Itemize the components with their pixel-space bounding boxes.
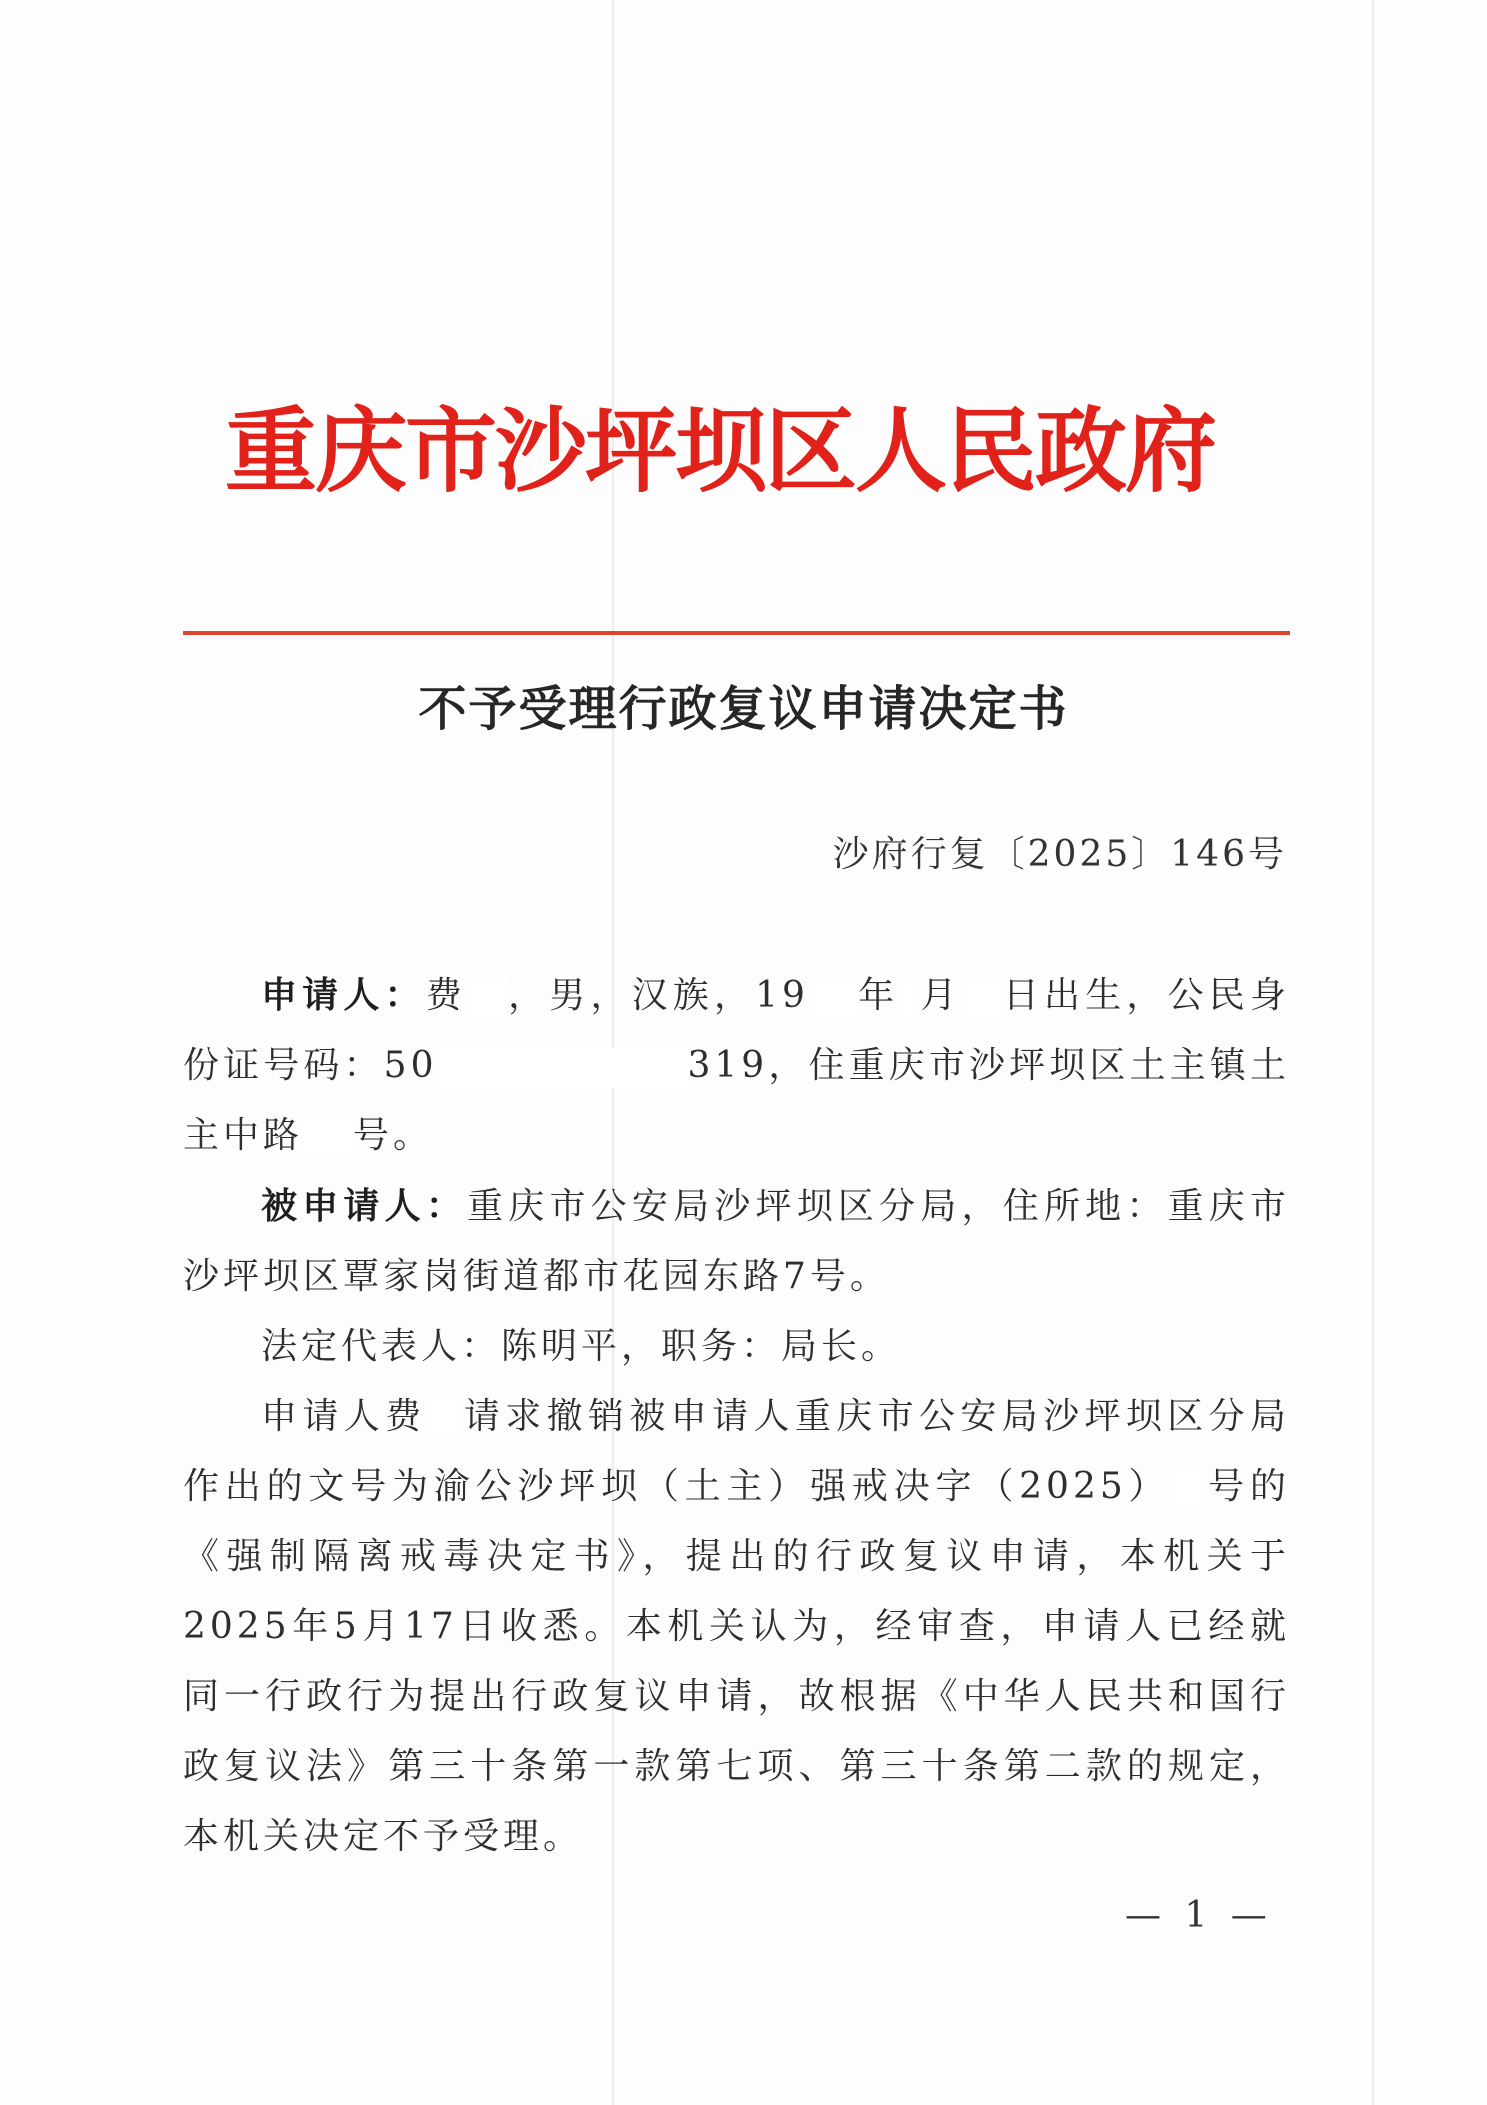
- document-number: 沙府行复〔2025〕146号: [832, 834, 1287, 875]
- decision-paragraph: 申请人费 请求撤销被申请人重庆市公安局沙坪坝区分局作出的文号为渝公沙坪坝（土主）强戒决字（2025） 号的《强制隔离戒毒决定书》，提出的行政复议申请，本机关于2025年5月17日收悉。本机关认为，经审查，申请人已经就同一行政行为提出行政复议申请，故根据《中华人民共和国行政复议法》第三十条第一款第七项、第三十条第二款的规定，本机关决定不予受理。: [183, 1396, 1290, 1857]
- applicant-paragraph: 申请人：费 ，男，汉族，19 年 月 日出生，公民身份证号码：50 319，住重庆市沙坪坝区土主镇土主中路 号。: [183, 974, 1290, 1156]
- redaction-box: [427, 1399, 463, 1439]
- scan-fold-line: [1372, 0, 1374, 2105]
- agency-header: 重庆市沙坪坝区人民政府: [224, 397, 1215, 505]
- respondent-paragraph: 被申请人：重庆市公安局沙坪坝区分局，住所地：重庆市沙坪坝区覃家岗街道都市花园东路7号。: [183, 1185, 1290, 1297]
- respondent-label: 被申请人：: [261, 1185, 468, 1227]
- page-number: — 1 —: [1125, 1895, 1273, 1936]
- document-title: 不予受理行政复议申请决定书: [418, 681, 1069, 737]
- document-body: [183, 960, 1290, 1872]
- legal-rep-paragraph: 法定代表人：陈明平，职务：局长。: [261, 1326, 902, 1367]
- redaction-box: [899, 978, 919, 1018]
- redaction-box: [1170, 1469, 1206, 1509]
- redaction-box: [809, 978, 857, 1018]
- redaction-box: [467, 978, 507, 1018]
- redaction-box: [303, 1118, 353, 1158]
- redaction-box: [438, 1048, 688, 1088]
- redaction-box: [962, 978, 1002, 1018]
- header-red-rule: [183, 631, 1290, 635]
- applicant-label: 申请人：: [261, 974, 426, 1016]
